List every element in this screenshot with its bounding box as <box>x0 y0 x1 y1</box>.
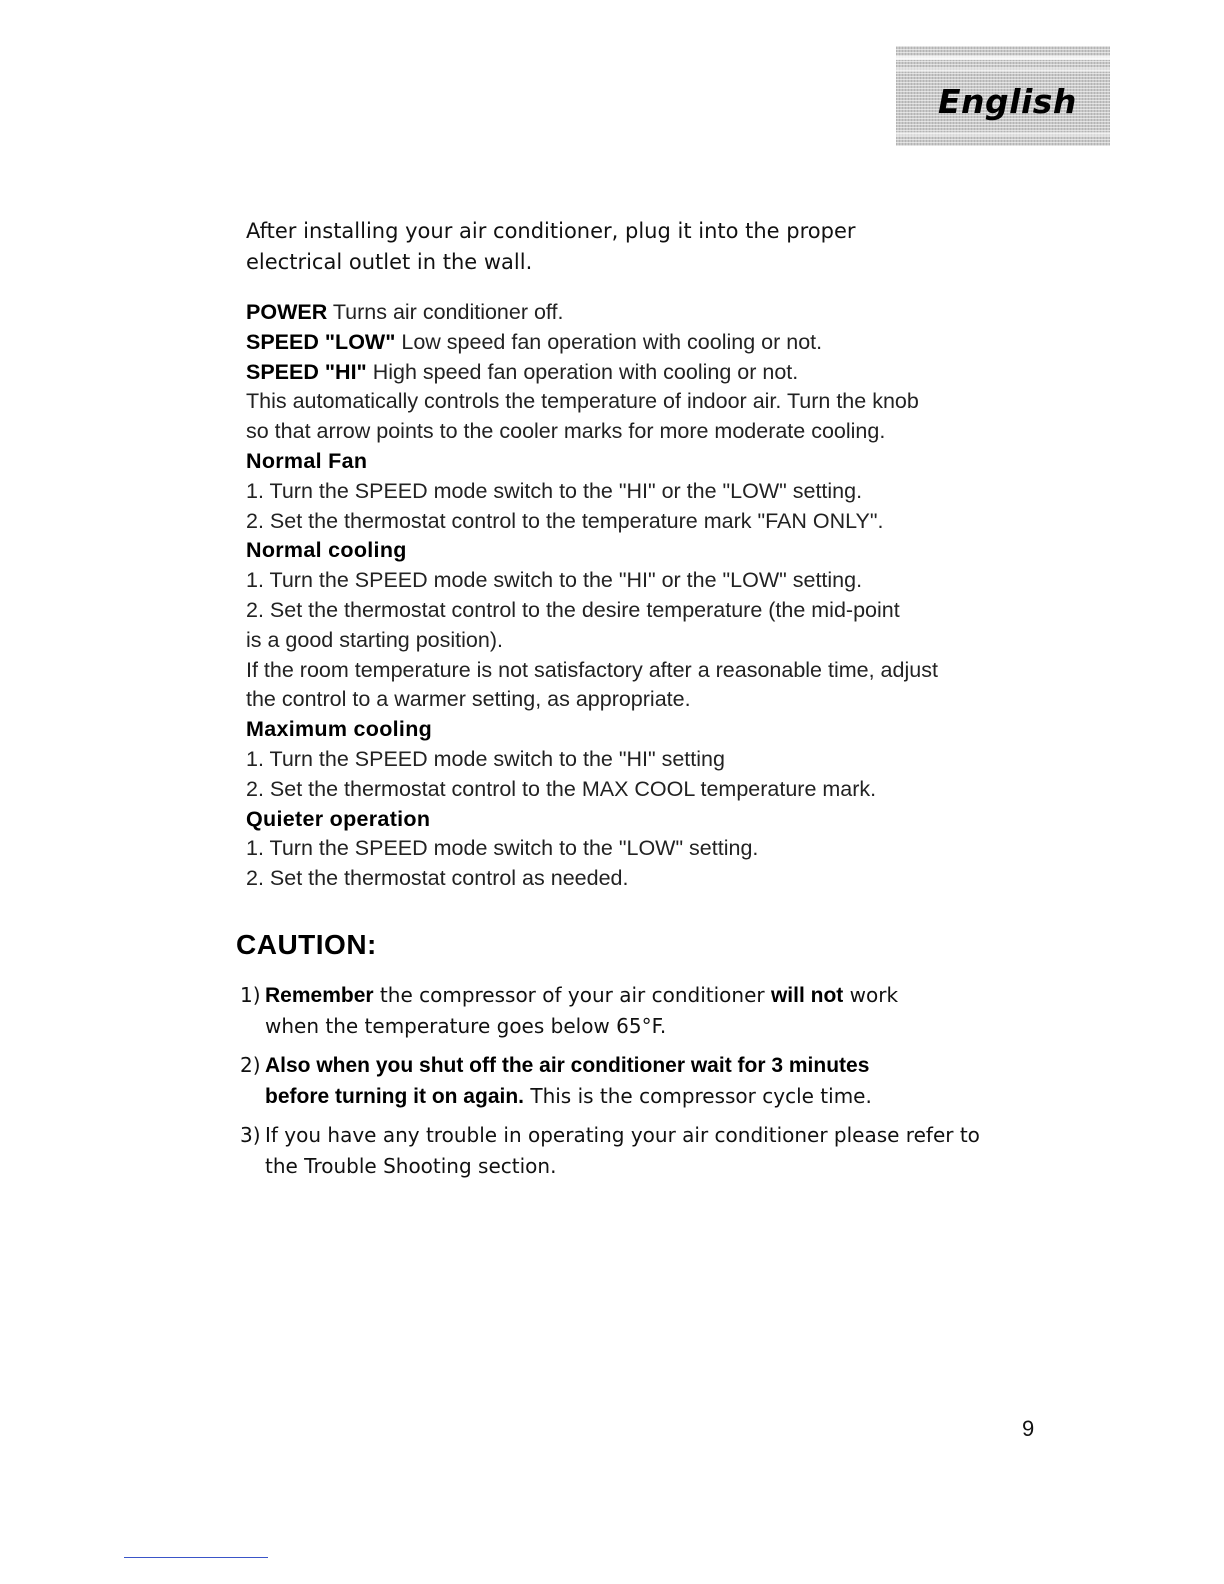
caution-item-1-number: 1) <box>240 983 261 1007</box>
caution-item-2-number: 2) <box>240 1053 261 1077</box>
thermostat-line-1: This automatically controls the temperature of indoor air. Turn the knob <box>246 389 919 414</box>
caution-item-1-bold-will-not: will not <box>770 984 844 1007</box>
power-text: Turns air conditioner off. <box>327 300 564 324</box>
footer-rule <box>124 1557 268 1558</box>
power-description <box>246 298 976 328</box>
language-badge <box>896 46 1110 146</box>
language-label: English <box>938 82 1077 121</box>
maximum-cooling-heading: Maximum cooling <box>246 717 433 742</box>
speed-low-label: SPEED "LOW" <box>246 329 396 354</box>
speed-hi-description <box>246 358 976 388</box>
normal-fan-heading: Normal Fan <box>246 448 368 473</box>
caution-item-3-line-2: the Trouble Shooting section. <box>265 1154 557 1178</box>
caution-item-2 <box>240 1050 1000 1112</box>
caution-item-1-line-1 <box>265 980 1000 1011</box>
quieter-operation-step-1: 1. Turn the SPEED mode switch to the "LOW" setting. <box>246 836 759 861</box>
caution-item-1 <box>240 980 1000 1042</box>
quieter-operation-heading: Quieter operation <box>246 806 431 831</box>
normal-cooling-note-line-2: the control to a warmer setting, as appropriate. <box>246 687 691 712</box>
intro-line-1: After installing your air conditioner, plug it into the proper <box>246 219 856 243</box>
speed-low-description <box>246 328 976 358</box>
caution-item-2-text: This is the compressor cycle time. <box>524 1084 872 1108</box>
caution-item-1-text-1: the compressor of your air conditioner <box>373 983 771 1007</box>
caution-item-2-bold-1: Also when you shut off the air conditioner wait for 3 minutes <box>265 1054 870 1077</box>
normal-cooling-step-1: 1. Turn the SPEED mode switch to the "HI" or the "LOW" setting. <box>246 568 863 593</box>
intro-paragraph <box>246 216 946 278</box>
caution-item-1-text-2: work <box>843 983 899 1007</box>
caution-item-3-line-1: If you have any trouble in operating your air conditioner please refer to <box>265 1123 980 1147</box>
normal-cooling-heading: Normal cooling <box>246 538 407 563</box>
caution-item-1-line-2: when the temperature goes below 65°F. <box>265 1014 667 1038</box>
power-label: POWER <box>246 300 328 324</box>
normal-fan-step-2: 2. Set the thermostat control to the temperature mark "FAN ONLY". <box>246 508 884 533</box>
caution-item-2-line-2 <box>265 1081 1000 1112</box>
page-number: 9 <box>1022 1416 1035 1441</box>
caution-item-2-line-1 <box>265 1050 1000 1081</box>
speed-low-text: Low speed fan operation with cooling or not. <box>395 329 823 354</box>
thermostat-line-2: so that arrow points to the cooler marks for more moderate cooling. <box>246 419 886 444</box>
speed-hi-label: SPEED "HI" <box>246 359 367 384</box>
caution-item-3-number: 3) <box>240 1123 261 1147</box>
normal-cooling-step-2-line-2: is a good starting position). <box>246 627 503 652</box>
maximum-cooling-step-1: 1. Turn the SPEED mode switch to the "HI" setting <box>246 746 725 771</box>
caution-item-1-bold-remember: Remember <box>265 984 374 1007</box>
normal-fan-step-1: 1. Turn the SPEED mode switch to the "HI" or the "LOW" setting. <box>246 478 863 503</box>
operation-instructions <box>246 298 976 894</box>
normal-cooling-note-line-1: If the room temperature is not satisfactory after a reasonable time, adjust <box>246 657 938 682</box>
normal-cooling-step-2-line-1: 2. Set the thermostat control to the desire temperature (the mid-point <box>246 597 900 622</box>
caution-item-3 <box>240 1120 1000 1182</box>
maximum-cooling-step-2: 2. Set the thermostat control to the MAX COOL temperature mark. <box>246 776 877 801</box>
intro-line-2: electrical outlet in the wall. <box>246 250 533 274</box>
quieter-operation-step-2: 2. Set the thermostat control as needed. <box>246 866 629 891</box>
caution-title: CAUTION: <box>236 929 377 960</box>
caution-list <box>240 980 1000 1190</box>
caution-item-2-bold-2: before turning it on again. <box>265 1085 524 1108</box>
speed-hi-text: High speed fan operation with cooling or not. <box>366 359 799 384</box>
